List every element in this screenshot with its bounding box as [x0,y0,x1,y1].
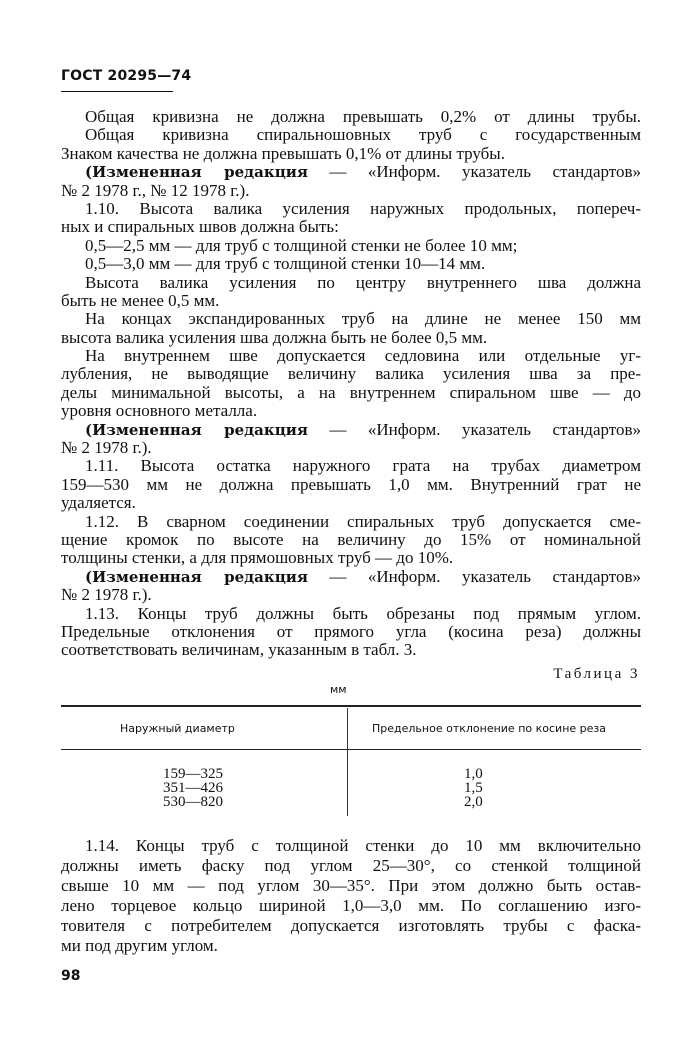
body-text [61,108,641,660]
text-line [61,310,641,328]
text-line [61,126,641,144]
line-text: 1.10. Высота валика усиления наружных продольных, попереч- [85,198,641,218]
line-text: свыше 10 мм — под углом 30—35°. При этом должно быть остав- [61,876,641,895]
text-line [61,916,641,936]
text-line [61,421,641,439]
table-column-divider [347,708,348,816]
line-text: щение кромок по высоте на величину до 15% от номинальной [61,529,641,549]
text-line [61,439,641,457]
document-header: ГОСТ 20295—74 [61,68,192,84]
table-header-diameter: Наружный диаметр [120,722,235,735]
line-text: ных и спиральных швов должна быть: [61,217,339,237]
text-line [61,347,641,365]
line-text: — «Информ. указатель стандартов» [307,162,641,182]
line-text: делы минимальной высоты, а на внутреннем спиральном шве — до [61,382,641,402]
line-text: Высота валика усиления по центру внутреннего шва должна [85,272,641,292]
text-line [61,218,641,236]
text-line [61,531,641,549]
line-text: 0,5—2,5 мм — для труб с толщиной стенки не более 10 мм; [85,235,518,255]
line-text: лубления, не выводящие величину валика усиления шва за пре- [61,364,641,384]
text-line [61,402,641,420]
text-line [61,274,641,292]
text-line [61,513,641,531]
text-line [61,641,641,659]
text-line [61,384,641,402]
line-text: № 2 1978 г.). [61,585,152,605]
text-line [61,145,641,163]
text-line [61,856,641,876]
text-line [61,836,641,856]
text-line [61,365,641,383]
line-text: 159—530 мм не должна превышать 1,0 мм. Внутренний грат не [61,474,641,494]
text-line [61,476,641,494]
line-text: Общая кривизна не должна превышать 0,2% от длины трубы. [85,107,641,126]
line-text: Общая кривизна спиральношовных труб с государственным [85,125,641,145]
line-text: 1.11. Высота остатка наружного грата на трубах диаметром [85,456,641,476]
text-line [61,329,641,347]
text-line [61,876,641,896]
line-text: товителя с потребителем допускается изготовлять трубы с фаска- [61,916,641,935]
line-text: 1.14. Концы труб с толщиной стенки до 10 мм включительно [85,836,641,855]
table-header-deviation: Предельное отклонение по косине реза [372,722,606,735]
line-text: лено торцевое кольцо шириной 1,0—3,0 мм. По соглашению изго- [61,896,641,915]
line-text: — «Информ. указатель стандартов» [307,419,641,439]
table-header-rule [61,749,641,750]
line-text: Предельные отклонения от прямого угла (косина реза) должны [61,621,641,641]
text-line [61,494,641,512]
bold-phrase: (Измененная редакция [85,163,308,182]
line-text: высота валика усиления шва должна быть не более 0,5 мм. [61,327,488,347]
text-line [61,163,641,181]
text-line [61,108,641,126]
line-text: 0,5—3,0 мм — для труб с толщиной стенки 10—14 мм. [85,254,486,274]
text-line [61,292,641,310]
text-line [61,586,641,604]
line-text: На внутреннем шве допускается седловина или отдельные уг- [85,346,641,366]
text-line [61,605,641,623]
text-line [61,549,641,567]
line-text: соответствовать величинам, указанным в табл. 3. [61,640,417,660]
text-line [61,936,641,956]
text-line [61,457,641,475]
table-cell-diameters: 159—325 351—426 530—820 [163,766,223,810]
line-text: 1.12. В сварном соединении спиральных труб допускается сме- [85,511,641,531]
text-line [61,182,641,200]
table-caption: Таблица 3 [553,666,640,682]
line-text: толщины стенки, а для прямошовных труб — до 10%. [61,548,454,568]
line-text: ми под другим углом. [61,936,218,955]
text-line [61,200,641,218]
line-text: быть не менее 0,5 мм. [61,290,220,310]
page-number: 98 [61,968,81,984]
table-cell-deviations: 1,0 1,5 2,0 [464,766,483,810]
text-line [61,255,641,273]
bold-phrase: (Измененная редакция [85,420,308,439]
text-line [61,568,641,586]
line-text: удаляется. [61,493,136,513]
line-text: должны иметь фаску под углом 25—30°, со стенкой толщиной [61,856,641,875]
table-top-rule [61,705,641,707]
line-text: № 2 1978 г., № 12 1978 г.). [61,180,250,200]
bold-phrase: (Измененная редакция [85,567,308,586]
line-text: № 2 1978 г.). [61,438,152,458]
body-text-continued [61,836,641,956]
text-line [61,237,641,255]
text-line [61,896,641,916]
table-unit: мм [330,683,347,696]
text-line [61,623,641,641]
line-text: — «Информ. указатель стандартов» [307,566,641,586]
header-rule [61,91,173,92]
line-text: 1.13. Концы труб должны быть обрезаны под прямым углом. [85,603,641,623]
line-text: Знаком качества не должна превышать 0,1% от длины трубы. [61,143,505,163]
line-text: уровня основного металла. [61,401,258,421]
line-text: На концах экспандированных труб на длине не менее 150 мм [85,309,641,329]
